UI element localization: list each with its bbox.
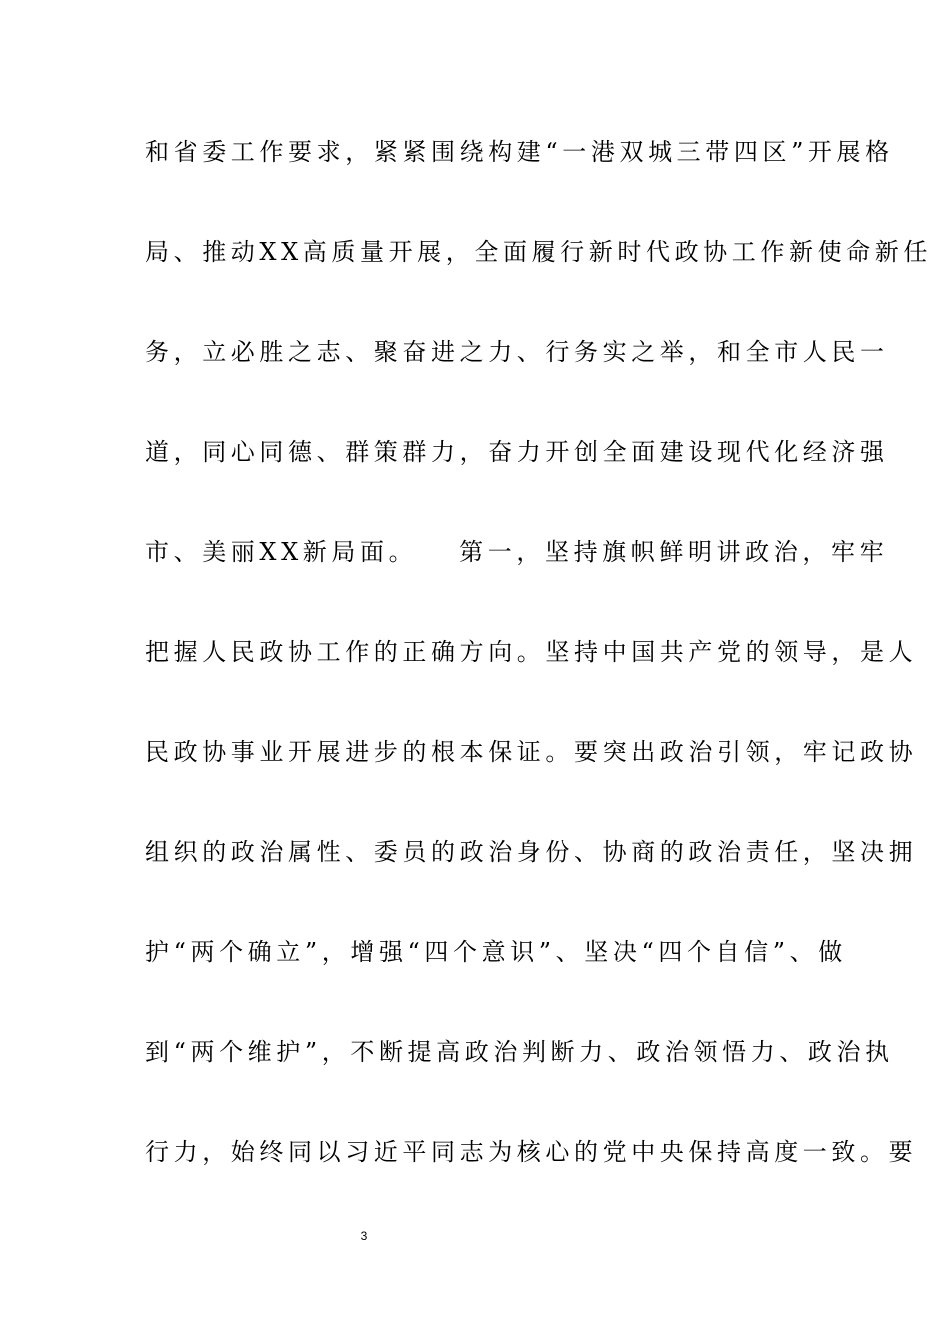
text-line: 把握人民政协工作的正确方向。坚持中国共产党的领导，是人 [145, 638, 918, 666]
text-line: 局、推动XX高质量开展，全面履行新时代政协工作新使命新任 [145, 238, 932, 266]
section-heading-start: 第一，坚持旗帜鲜明讲政治，牢牢 [459, 538, 889, 566]
page-number: 3 [360, 1229, 368, 1243]
text-line [145, 527, 889, 627]
text-line: 行力，始终同以习近平同志为核心的党中央保持高度一致。要 [145, 1138, 918, 1166]
text-line: 民政协事业开展进步的根本保证。要突出政治引领，牢记政协 [145, 738, 918, 766]
text-line: 道，同心同德、群策群力，奋力开创全面建设现代化经济强 [145, 438, 889, 466]
text-segment: 市、美丽XX新局面。 [145, 538, 418, 566]
text-line: 务，立必胜之志、聚奋进之力、行务实之举，和全市人民一 [145, 338, 889, 366]
text-line: 组织的政治属性、委员的政治身份、协商的政治责任，坚决拥 [145, 838, 918, 866]
text-line: 护“两个确立”，增强“四个意识”、坚决“四个自信”、做 [145, 938, 847, 966]
text-line: 和省委工作要求，紧紧围绕构建“一港双城三带四区”开展格 [145, 138, 894, 166]
text-line: 到“两个维护”，不断提高政治判断力、政治领悟力、政治执 [145, 1038, 894, 1066]
document-body [145, 127, 932, 1227]
